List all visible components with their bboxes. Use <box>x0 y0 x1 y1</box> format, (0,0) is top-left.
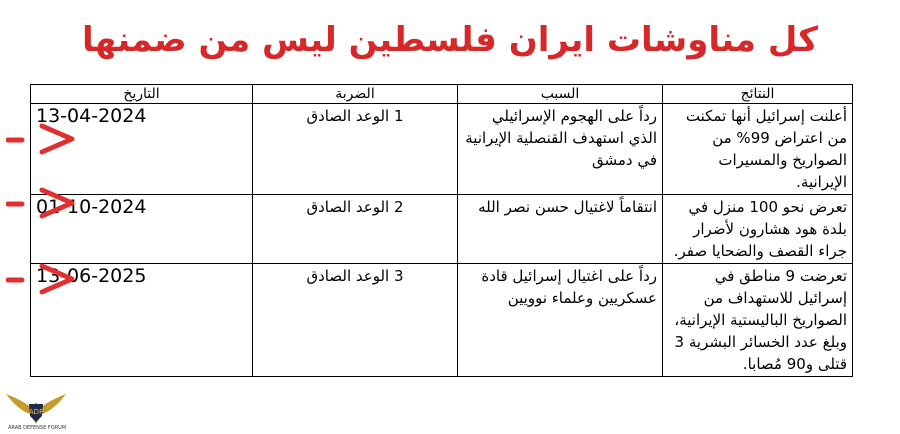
header-results: النتائج <box>663 85 853 104</box>
row-results: تعرضت 9 مناطق في إسرائيل للاستهداف من الصواريخ الباليستية الإيرانية، وبلغ عدد الخسائر البشرية 3 قتلى و90 مُصابا. <box>663 264 853 377</box>
row-strike: 1 الوعد الصادق <box>253 104 458 195</box>
header-reason: السبب <box>458 85 663 104</box>
row-results: أعلنت إسرائيل أنها تمكنت من اعتراض 99% من الصواريخ والمسيرات الإيرانية. <box>663 104 853 195</box>
red-arrow-icon <box>6 122 76 156</box>
row-reason: انتقاماً لاغتيال حسن نصر الله <box>458 195 663 264</box>
table-row <box>31 195 853 264</box>
page-title: كل مناوشات ايران فلسطين ليس من ضمنها <box>81 20 818 60</box>
logo-caption: ARAB DEFENSE FORUM <box>8 425 67 431</box>
header-date: التاريخ <box>31 85 253 104</box>
row-reason: رداً على اغتيال إسرائيل قادة عسكريين وعلماء نوويين <box>458 264 663 377</box>
row-date: 13-06-2025 <box>31 264 253 377</box>
table-row <box>31 104 853 195</box>
row-date: 13-04-2024 <box>31 104 253 195</box>
row-date: 01-10-2024 <box>31 195 253 264</box>
header-strike: الضربة <box>253 85 458 104</box>
row-strike: 2 الوعد الصادق <box>253 195 458 264</box>
svg-text:ADF: ADF <box>28 408 44 416</box>
row-reason: رداً على الهجوم الإسرائيلي الذي استهدف القنصلية الإيرانية في دمشق <box>458 104 663 195</box>
row-results: تعرض نحو 100 منزل في بلدة هود هشارون لأضرار جراء القصف والضحايا صفر. <box>663 195 853 264</box>
red-arrow-icon <box>6 186 76 220</box>
row-strike: 3 الوعد الصادق <box>253 264 458 377</box>
strikes-table <box>30 84 853 377</box>
table-row <box>31 264 853 377</box>
eagle-shield-logo-icon <box>4 384 68 430</box>
table-header-row <box>31 85 853 104</box>
red-arrow-icon <box>6 262 76 296</box>
